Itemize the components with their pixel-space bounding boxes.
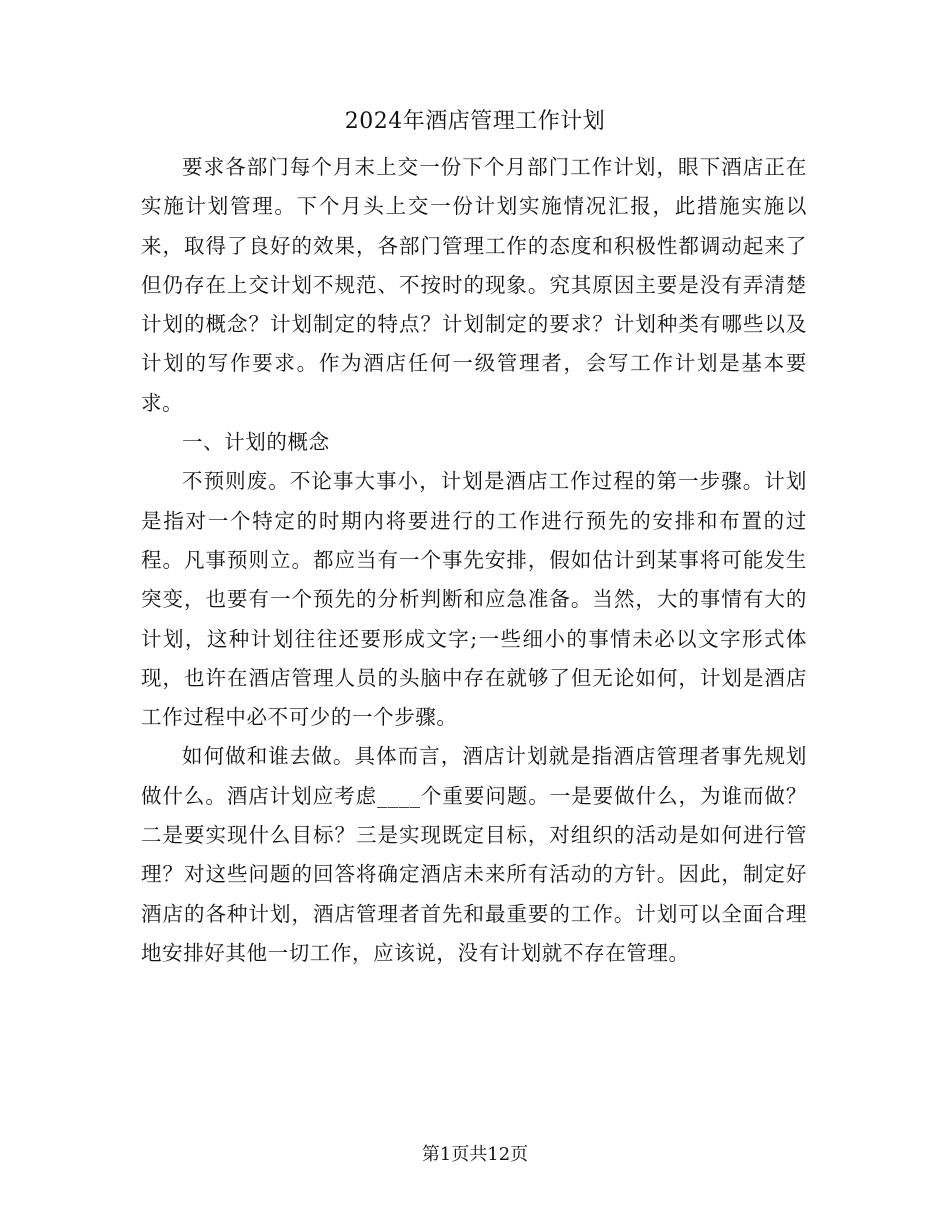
paragraph-intro: 要求各部门每个月末上交一份下个月部门工作计划，眼下酒店正在实施计划管理。下个月头上交一份计划实施情况汇报，此措施实施以来，取得了良好的效果，各部门管理工作的态度和积极性都调动起来了但仍存在上交计划不规范、不按时的现象。究其原因主要是没有弄清楚计划的概念？计划制定的特点？计划制定的要求？计划种类有哪些以及计划的写作要求。作为酒店任何一级管理者，会写工作计划是基本要求。 bbox=[141, 155, 807, 415]
document-title: 2024年酒店管理工作计划 bbox=[344, 109, 606, 134]
page-number-footer: 第1页共12页 bbox=[421, 1144, 529, 1165]
section-heading-concept: 一、计划的概念 bbox=[182, 430, 330, 455]
paragraph-concept: 不预则废。不论事大事小，计划是酒店工作过程的第一步骤。计划是指对一个特定的时期内将要进行的工作进行预先的安排和布置的过程。凡事预则立。都应当有一个事先安排，假如估计到某事将可能发生突变，也要有一个预先的分析判断和应急准备。当然，大的事情有大的计划，这种计划往往还要形成文字;一些细小的事情未必以文字形式体现，也许在酒店管理人员的头脑中存在就够了但无论如何，计划是酒店工作过程中必不可少的一个步骤。 bbox=[141, 469, 807, 730]
document-body bbox=[141, 148, 807, 973]
paragraph-how-and-who: 如何做和谁去做。具体而言，酒店计划就是指酒店管理者事先规划做什么。酒店计划应考虑____个重要问题。一是要做什么，为谁而做？二是要实现什么目标？三是实现既定目标，对组织的活动是如何进行管理？对这些问题的回答将确定酒店未来所有活动的方针。因此，制定好酒店的各种计划，酒店管理者首先和最重要的工作。计划可以全面合理地安排好其他一切工作，应该说，没有计划就不存在管理。 bbox=[141, 744, 807, 965]
